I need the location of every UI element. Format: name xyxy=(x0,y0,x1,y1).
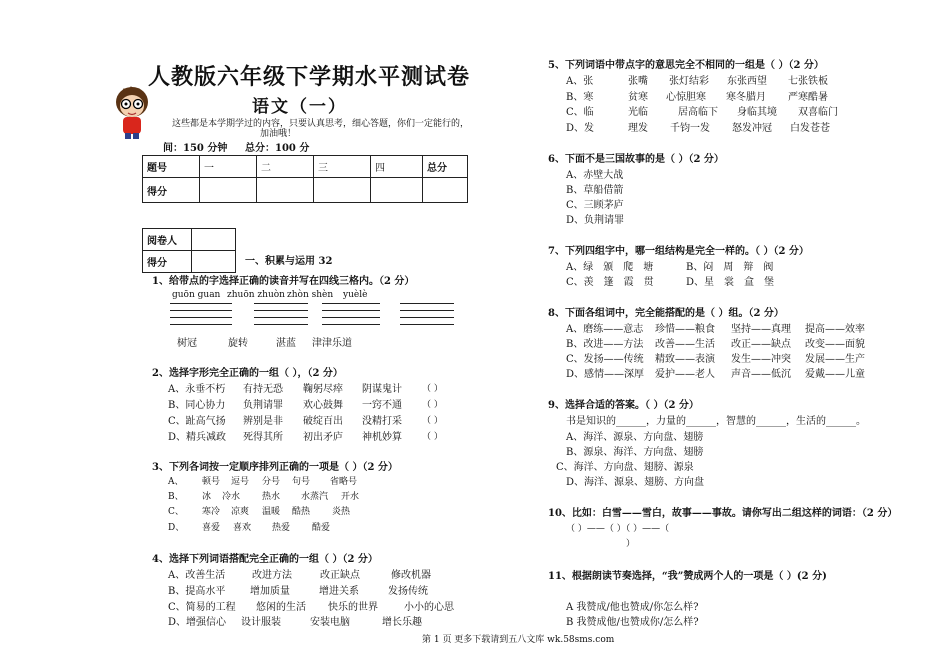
score-header-cell: 三 xyxy=(314,156,371,178)
q9-stem: 书是知识的______，力量的______，智慧的______，生活的______。 xyxy=(566,416,866,427)
score-header-cell: 四 xyxy=(371,156,423,178)
q11-option: B 我赞成他/也赞成你/怎么样? xyxy=(566,617,699,628)
q6-title: 6、下面不是三国故事的是（ ）（2 分） xyxy=(548,154,724,165)
score-input-cell[interactable] xyxy=(257,178,314,203)
q1-pinyin: yuèlè xyxy=(343,290,368,300)
q7-option: A、绿 颁 爬 塘 xyxy=(566,262,654,273)
page-title: 人教版六年级下学期水平测试卷 xyxy=(148,64,471,90)
page-footer: 第 1 页 更多下载请到五八文库 wk.58sms.com xyxy=(422,635,615,645)
score-row-label: 得分 xyxy=(143,178,200,203)
intro-line-1: 这些都是本学期学过的内容，只要认真思考，细心答题，你们一定能行的， xyxy=(172,119,470,129)
cartoon-boy-icon xyxy=(112,84,152,140)
score-input-cell[interactable] xyxy=(314,178,371,203)
grader-input-cell[interactable] xyxy=(192,229,236,251)
q5-title: 5、下列词语中带点字的意思完全不相同的一组是（ ）（2 分） xyxy=(548,60,824,71)
q4-title: 4、选择下列词语搭配完全正确的一组（ ）（2 分） xyxy=(152,554,378,565)
q1-pinyin: zhuōn zhuòn xyxy=(227,290,285,300)
q6-option: C、三顾茅庐 xyxy=(566,200,624,211)
q6-option: A、赤壁大战 xyxy=(566,170,624,181)
q1-word: 树冠 xyxy=(177,338,197,349)
q1-word: 湛蓝 xyxy=(276,338,296,349)
q1-word: 津津乐道 xyxy=(312,338,352,349)
q9-option: A、海洋、源泉、方向盘、翅膀 xyxy=(566,432,704,443)
q6-option: B、草船借箭 xyxy=(566,185,624,196)
q6-option: D、负荆请罪 xyxy=(566,215,625,226)
score-input-cell[interactable] xyxy=(371,178,423,203)
score-table xyxy=(142,155,468,203)
q9-title: 9、选择合适的答案。（ ）（2 分） xyxy=(548,400,699,411)
q7-option: D、星 裳 盒 堡 xyxy=(686,277,775,288)
grader-score-cell[interactable] xyxy=(192,251,236,273)
q10-answer-close: ） xyxy=(626,539,636,549)
grader-label: 阅卷人 xyxy=(143,229,192,251)
q9-option: C、海洋、方向盘、翅膀、源泉 xyxy=(556,462,694,473)
q7-option: C、羡 篷 霞 贯 xyxy=(566,277,654,288)
grader-table xyxy=(142,228,236,273)
q11-title: 11、根据朗读节奏选择，“我”赞成两个人的一项是（ ）(2 分) xyxy=(548,571,827,582)
intro-line-2: 加油哦！ xyxy=(260,129,297,139)
q9-option: B、源泉、海洋、方向盘、翅膀 xyxy=(566,447,704,458)
q9-option: D、海洋、源泉、翅膀、方向盘 xyxy=(566,477,705,488)
q1-pinyin: guōn guan xyxy=(172,290,221,300)
score-input-cell[interactable] xyxy=(200,178,257,203)
q10-answer-line[interactable]: （ ）——（ ）（ ）——（ xyxy=(566,524,670,534)
page-subtitle: 语文（一） xyxy=(252,97,347,117)
q7-title: 7、下列四组字中，哪一组结构是完全一样的。（ ）（2 分） xyxy=(548,246,809,257)
section-title: 一、积累与运用 32 xyxy=(245,256,333,267)
q1-word: 旋转 xyxy=(228,338,248,349)
score-header-cell: 总分 xyxy=(423,156,468,178)
q1-title: 1、给带点的字选择正确的读音并写在四线三格内。（2 分） xyxy=(152,276,415,287)
q11-option: A 我赞成/他也赞成/你怎么样? xyxy=(566,602,699,613)
exam-total: 总分：100 分 xyxy=(245,143,310,154)
q8-title: 8、下面各组词中，完全能搭配的是（ ）组。（2 分） xyxy=(548,308,784,319)
score-header-cell: 二 xyxy=(257,156,314,178)
q2-title: 2、选择字形完全正确的一组（ ），（2 分） xyxy=(152,368,343,379)
score-input-cell[interactable] xyxy=(423,178,468,203)
q1-pinyin: zhòn shèn xyxy=(287,290,334,300)
q10-title: 10、比如：白雪——雪白，故事——事故。请你写出二组这样的词语：（2 分） xyxy=(548,508,898,519)
q7-option: B、闷 周 辩 阀 xyxy=(686,262,774,273)
grader-score-label: 得分 xyxy=(143,251,192,273)
score-header-cell: 题号 xyxy=(143,156,200,178)
score-header-cell: 一 xyxy=(200,156,257,178)
exam-time: 间：150 分钟 xyxy=(163,143,228,154)
q3-title: 3、下列各词按一定顺序排列正确的一项是（ ）（2 分） xyxy=(152,462,398,473)
